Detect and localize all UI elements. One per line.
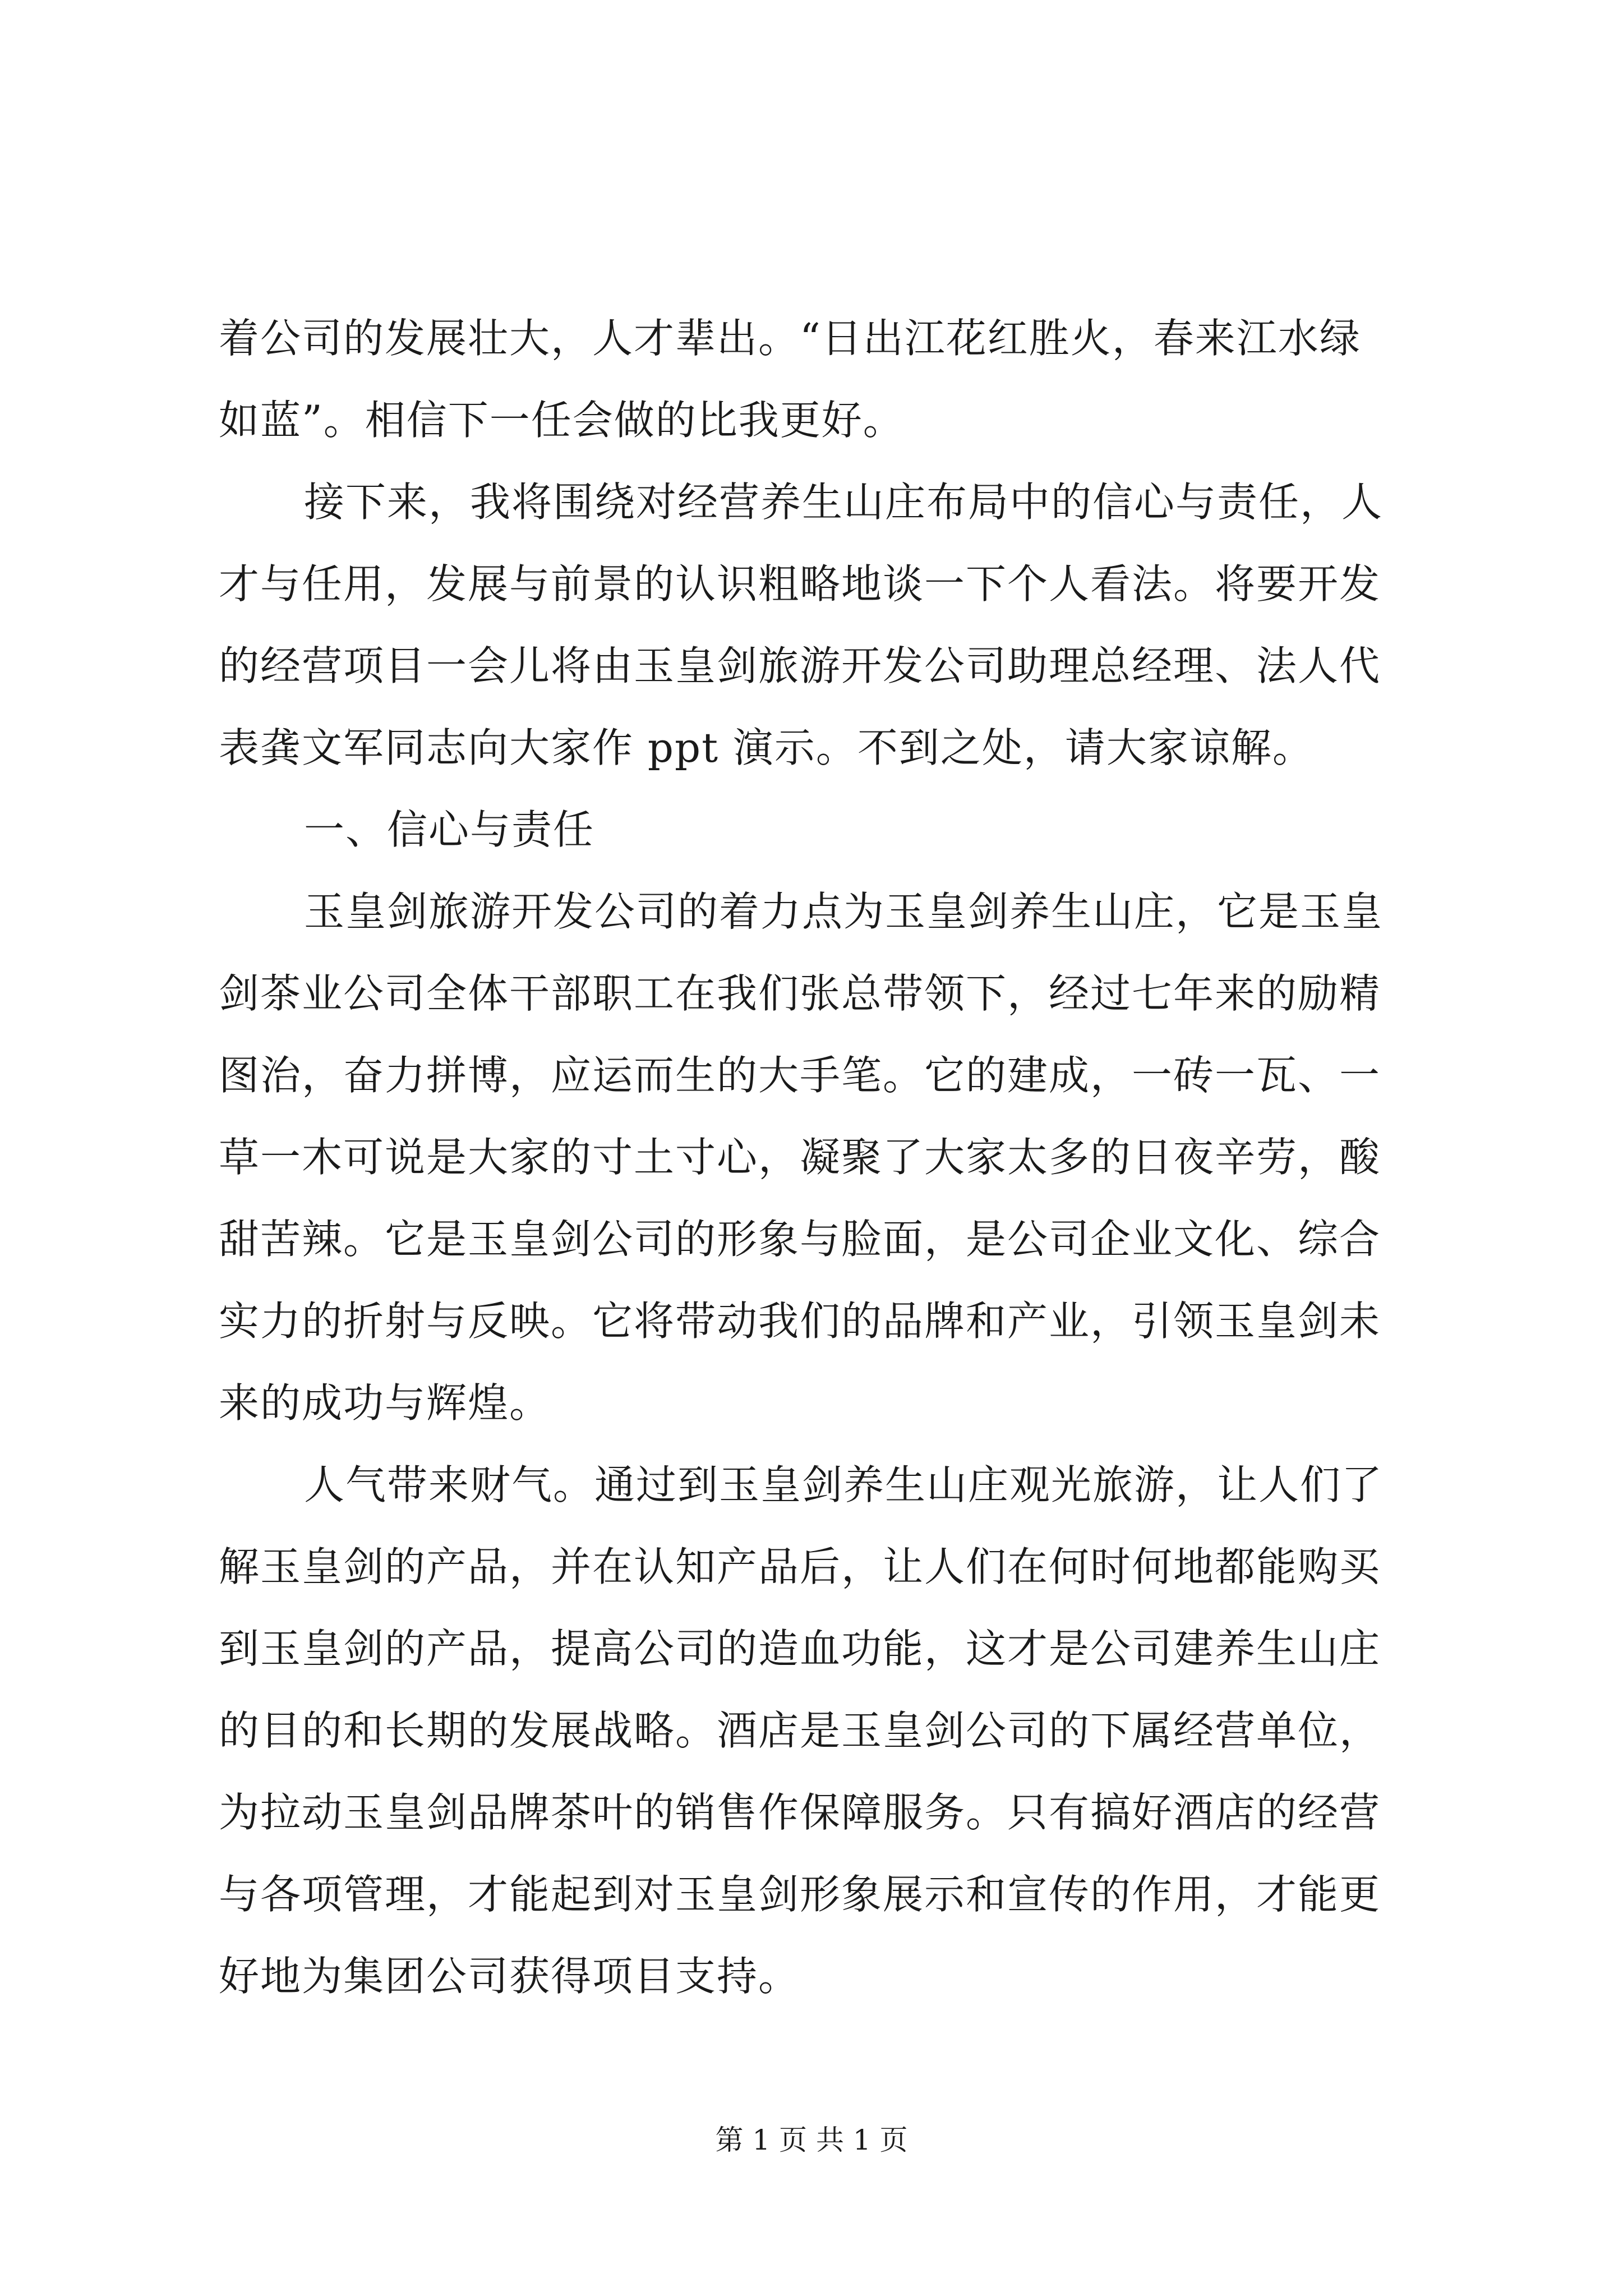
paragraph-line: 到玉皇剑的产品，提高公司的造血功能，这才是公司建养生山庄	[219, 1625, 1381, 1672]
document-body	[219, 297, 1430, 2017]
paragraph-line: 来的成功与辉煌。	[219, 1379, 551, 1427]
paragraph-line: 才与任用，发展与前景的认识粗略地谈一下个人看法。将要开发	[219, 560, 1381, 608]
paragraph-line: 剑茶业公司全体干部职工在我们张总带领下，经过七年来的励精	[219, 970, 1381, 1017]
paragraph-line: 接下来，我将围绕对经营养生山庄布局中的信心与责任，人	[304, 478, 1384, 526]
paragraph-line: 实力的折射与反映。它将带动我们的品牌和产业，引领玉皇剑未	[219, 1297, 1381, 1345]
paragraph-line: 的目的和长期的发展战略。酒店是玉皇剑公司的下属经营单位，	[219, 1707, 1381, 1754]
paragraph-line: 的经营项目一会儿将由玉皇剑旅游开发公司助理总经理、法人代	[219, 642, 1381, 689]
paragraph-line: 玉皇剑旅游开发公司的着力点为玉皇剑养生山庄，它是玉皇	[304, 888, 1384, 935]
paragraph-line: 人气带来财气。通过到玉皇剑养生山庄观光旅游，让人们了	[304, 1461, 1384, 1508]
paragraph-line: 解玉皇剑的产品，并在认知产品后，让人们在何时何地都能购买	[219, 1543, 1381, 1590]
paragraph-line: 表龚文军同志向大家作 ppt 演示。不到之处，请大家谅解。	[219, 724, 1314, 771]
paragraph-line: 好地为集团公司获得项目支持。	[219, 1953, 800, 2000]
paragraph-line: 与各项管理，才能起到对玉皇剑形象展示和宣传的作用，才能更	[219, 1871, 1381, 1918]
paragraph-line: 甜苦辣。它是玉皇剑公司的形象与脸面，是公司企业文化、综合	[219, 1216, 1381, 1263]
paragraph-line: 着公司的发展壮大，人才辈出。“日出江花红胜火，春来江水绿	[219, 315, 1361, 362]
paragraph-line: 如蓝”。相信下一任会做的比我更好。	[219, 397, 905, 444]
paragraph-line: 为拉动玉皇剑品牌茶叶的销售作保障服务。只有搞好酒店的经营	[219, 1789, 1381, 1836]
page-footer: 第 1 页 共 1 页	[715, 2124, 908, 2156]
paragraph-line: 图治，奋力拼博，应运而生的大手笔。它的建成，一砖一瓦、一	[219, 1052, 1381, 1099]
section-heading: 一、信心与责任	[304, 806, 595, 853]
paragraph-line: 草一木可说是大家的寸土寸心，凝聚了大家太多的日夜辛劳，酸	[219, 1134, 1381, 1181]
